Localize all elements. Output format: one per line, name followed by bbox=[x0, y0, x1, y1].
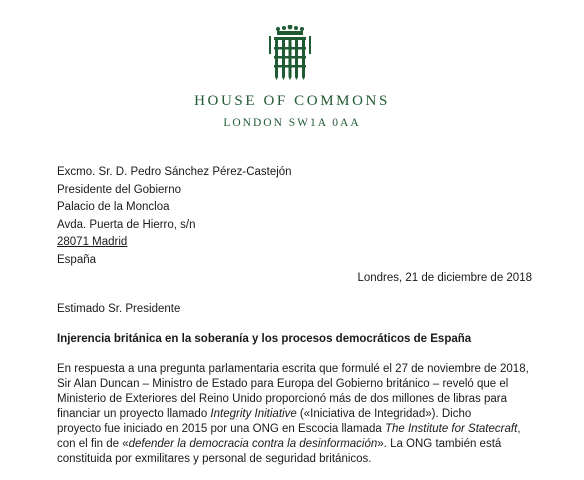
body-line bbox=[57, 437, 547, 452]
ngo-name: The Institute for Statecraft bbox=[384, 423, 518, 435]
body-paragraph bbox=[57, 362, 547, 467]
subject-line: Injerencia británica en la soberanía y los procesos democráticos de España bbox=[57, 333, 472, 345]
body-text: financiar un proyecto llamado bbox=[57, 408, 211, 420]
house-name: HOUSE OF COMMONS bbox=[194, 93, 390, 109]
body-line: En respuesta a una pregunta parlamentaria escrita que formulé el 27 de noviembre de 2018, bbox=[57, 363, 529, 375]
recipient-street: Avda. Puerta de Hierro, s/n bbox=[57, 218, 196, 231]
house-address: LONDON SW1A 0AA bbox=[223, 117, 361, 129]
portcullis-icon bbox=[265, 25, 315, 81]
project-name: Integrity Initiative bbox=[210, 408, 297, 420]
body-line: Ministerio de Exteriores del Reino Unido proporcionó más de dos millones de libras para bbox=[57, 393, 508, 405]
quoted-aim: defender la democracia contra la desinformación bbox=[128, 438, 378, 450]
recipient-name: Excmo. Sr. D. Pedro Sánchez Pérez-Castejón bbox=[57, 166, 292, 178]
body-text: con el fin de « bbox=[57, 438, 129, 450]
recipient-address-block bbox=[57, 164, 292, 269]
body-line: Sir Alan Duncan – Ministro de Estado para Europa del Gobierno británico – reveló que el bbox=[57, 378, 509, 390]
body-line bbox=[57, 422, 547, 437]
salutation: Estimado Sr. Presidente bbox=[57, 303, 181, 315]
recipient-title: Presidente del Gobierno bbox=[57, 183, 182, 196]
body-text: («Iniciativa de Integridad»). Dicho bbox=[296, 408, 472, 420]
recipient-country: España bbox=[57, 253, 97, 266]
body-text: , bbox=[517, 423, 521, 435]
letter-date: Londres, 21 de diciembre de 2018 bbox=[357, 272, 532, 284]
body-line bbox=[57, 407, 547, 422]
body-line: constituida por exmilitares y personal de seguridad británicos. bbox=[57, 453, 372, 465]
recipient-building: Palacio de la Moncloa bbox=[57, 201, 170, 213]
body-text: ». La ONG también está bbox=[377, 438, 502, 450]
body-text: proyecto fue iniciado en 2015 por una ONG en Escocia llamada bbox=[57, 423, 385, 435]
recipient-postcode-city: 28071 Madrid bbox=[57, 236, 128, 248]
